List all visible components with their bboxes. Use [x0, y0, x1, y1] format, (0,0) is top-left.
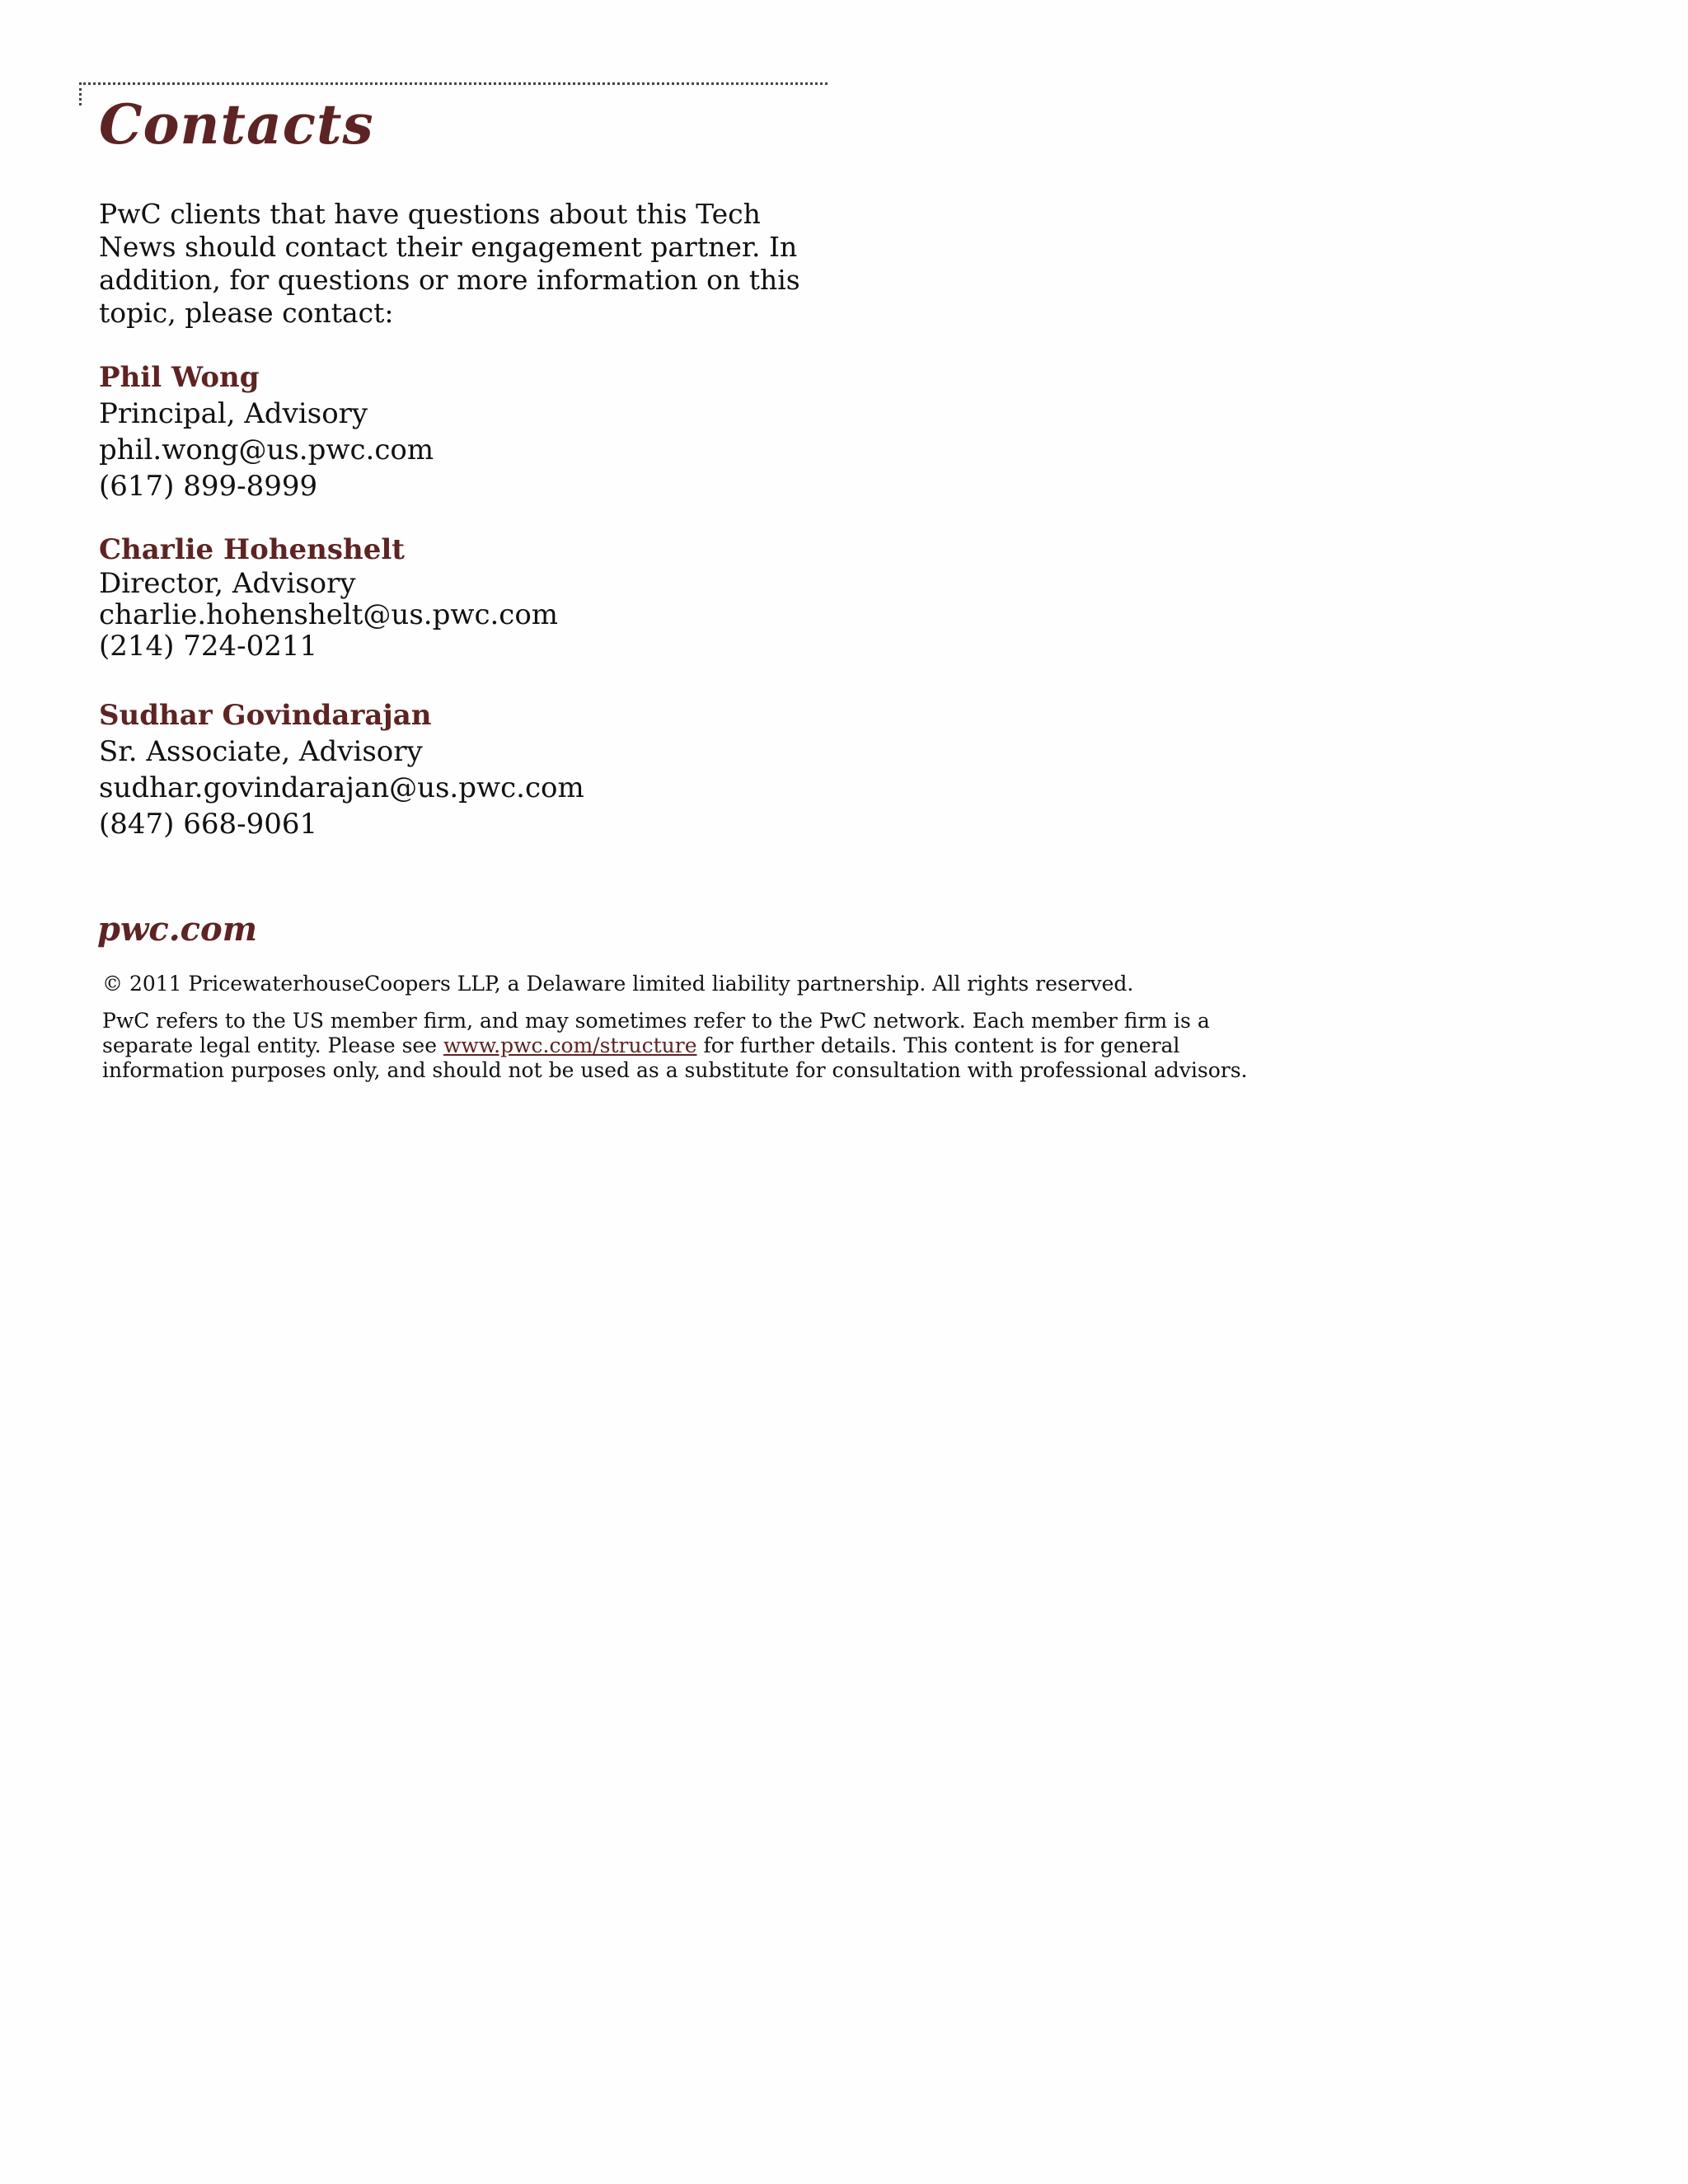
contact-email[interactable]: phil.wong@us.pwc.com — [99, 434, 434, 466]
dotted-border-left — [79, 82, 82, 105]
copyright-notice: © 2011 PricewaterhouseCoopers LLP, a Delaware limited liability partnership. All rights reserved. — [102, 972, 1134, 996]
contact-phone: (847) 668-9061 — [99, 808, 318, 841]
site-link[interactable]: pwc.com — [97, 910, 258, 949]
disclaimer-paragraph — [102, 1009, 1289, 1083]
dotted-border-top — [79, 82, 828, 85]
contact-name: Charlie Hohenshelt — [99, 533, 406, 566]
contact-email[interactable]: charlie.hohenshelt@us.pwc.com — [99, 598, 559, 631]
disclaimer-text-before: PwC refers to the US member firm, and may sometimes refer to the PwC network. Each member firm is a separate legal entity. Please see — [102, 1009, 1210, 1057]
contact-title: Sr. Associate, Advisory — [99, 735, 423, 768]
structure-link[interactable]: www.pwc.com/structure — [443, 1033, 697, 1057]
contact-card-phil-wong — [99, 359, 434, 504]
contact-phone: (214) 724-0211 — [99, 630, 318, 663]
page-title: Contacts — [99, 92, 374, 157]
intro-paragraph: PwC clients that have questions about this Tech News should contact their engagement partner. In addition, for questions or more information on this topic, please contact: — [99, 198, 800, 329]
contact-phone: (617) 899-8999 — [99, 470, 318, 503]
contact-name: Phil Wong — [99, 361, 260, 394]
contact-card-charlie-hohenshelt — [99, 532, 558, 662]
contact-title: Director, Advisory — [99, 567, 356, 600]
contact-card-sudhar-govindarajan — [99, 697, 584, 842]
disclaimer-text-after: for further details. This content is for general information purposes only, and should not be used as a substitute for consultation with professional advisors. — [102, 1033, 1248, 1082]
contact-email[interactable]: sudhar.govindarajan@us.pwc.com — [99, 771, 584, 804]
contact-name: Sudhar Govindarajan — [99, 699, 432, 732]
contact-title: Principal, Advisory — [99, 397, 368, 430]
